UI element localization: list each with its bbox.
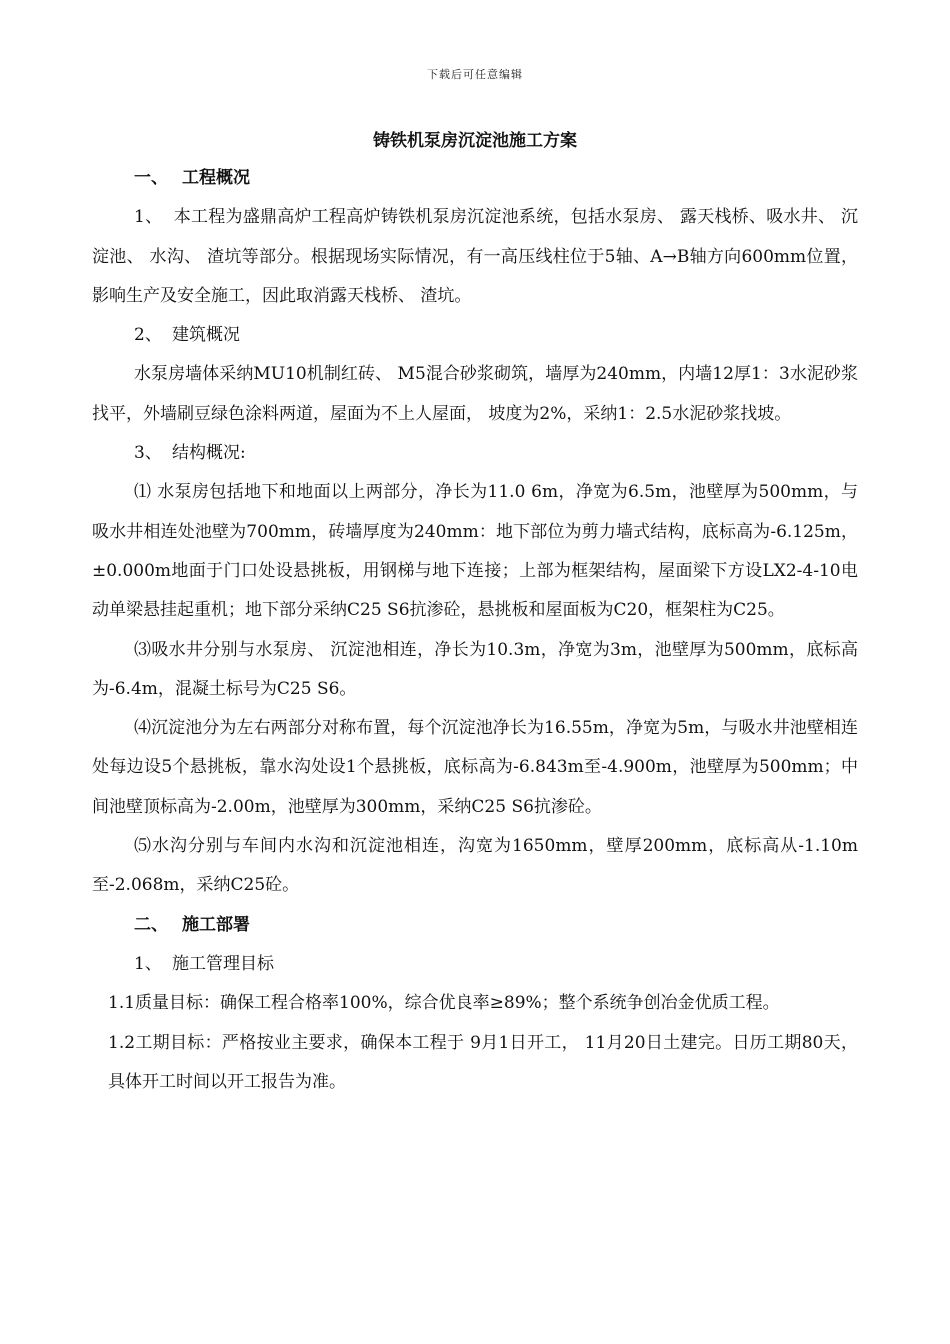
- paragraph-overview: [92, 198, 858, 316]
- section-heading-1: [92, 159, 858, 198]
- item-text: 建筑概况: [172, 325, 240, 346]
- item-text: 结构概况:: [172, 443, 246, 464]
- item-text: 施工管理目标: [172, 953, 274, 974]
- subheading-management-goals: [92, 945, 858, 984]
- section-heading-2: [92, 906, 858, 945]
- item-number: 2、: [134, 325, 162, 346]
- section-title: 工程概况: [182, 168, 250, 188]
- item-number: 1、: [134, 207, 163, 228]
- page-header: 下载后可任意编辑: [427, 68, 523, 81]
- item-number: 1、: [134, 953, 162, 974]
- paragraph-structure-4: ⑷沉淀池分为左右两部分对称布置，每个沉淀池净长为16.55m，净宽为5m，与吸水井池壁相连处每边设5个悬挑板，靠水沟处设1个悬挑板，底标高为-6.843m至-4.900m，池壁厚为500mm；中间池壁顶标高为-2.00m，池壁厚为300mm，采纳C25 S6抗渗砼。: [92, 718, 858, 817]
- paragraph-architecture: 水泵房墙体采纳MU10机制红砖、 M5混合砂浆砌筑，墙厚为240mm，内墙12厚1：3水泥砂浆找平，外墙刷豆绿色涂料两道，屋面为不上人屋面， 坡度为2%，采纳1：2.5水泥砂浆找坡。: [92, 364, 858, 424]
- document-title: 铸铁机泵房沉淀池施工方案: [373, 131, 577, 151]
- paragraph-quality-goal: 1.1质量目标：确保工程合格率100%，综合优良率≥89%；整个系统争创冶金优质工程。: [108, 993, 780, 1014]
- section-title: 施工部署: [182, 914, 250, 935]
- document-body: [92, 159, 858, 1102]
- subheading-architecture: [92, 316, 858, 355]
- paragraph-schedule-goal: 1.2工期目标：严格按业主要求，确保本工程于 9月1日开工， 11月20日土建完。日历工期80天，具体开工时间以开工报告为准。: [108, 1032, 858, 1092]
- subheading-structure: [92, 434, 858, 473]
- section-number: 一、: [134, 168, 168, 188]
- item-number: 3、: [134, 443, 162, 464]
- paragraph-structure-1: ⑴ 水泵房包括地下和地面以上两部分，净长为11.0 6m，净宽为6.5m，池壁厚为500mm，与吸水井相连处池壁为700mm，砖墙厚度为240mm：地下部位为剪力墙式结构，底标高为-6.125m，±0.000m地面于门口处设悬挑板，用钢梯与地下连接；上部为框架结构，屋面梁下方设LX2-4-10电动单梁悬挂起重机；地下部分采纳C25 S6抗渗砼，悬挑板和屋面板为C20，框架柱为C25。: [92, 482, 859, 621]
- paragraph-structure-5: ⑸水沟分别与车间内水沟和沉淀池相连，沟宽为1650mm，壁厚200mm，底标高从-1.10m至-2.068m，采纳C25砼。: [92, 836, 858, 896]
- paragraph-structure-3: ⑶吸水井分别与水泵房、 沉淀池相连，净长为10.3m，净宽为3m，池壁厚为500mm，底标高为-6.4m，混凝土标号为C25 S6。: [92, 639, 858, 699]
- section-number: 二、: [134, 914, 168, 935]
- item-text: 本工程为盛鼎高炉工程高炉铸铁机泵房沉淀池系统，包括水泵房、 露天栈桥、吸水井、 沉淀池、 水沟、 渣坑等部分。根据现场实际情况，有一高压线柱位于5轴、A→B轴方向600mm位置，影响生产及安全施工，因此取消露天栈桥、 渣坑。: [92, 207, 858, 306]
